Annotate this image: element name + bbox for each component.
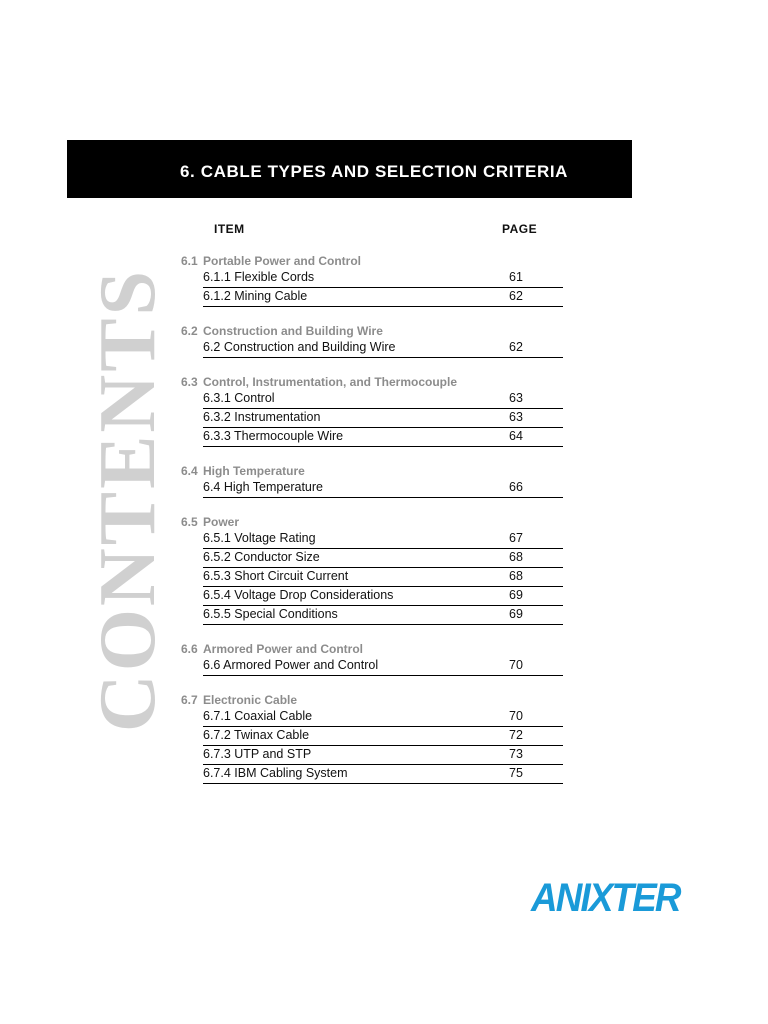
entry-label: 6.7.3 UTP and STP xyxy=(203,747,312,761)
entry-label: 6.5.1 Voltage Rating xyxy=(203,531,316,545)
section-number: 6.3 xyxy=(181,375,198,389)
entry-label: 6.6 Armored Power and Control xyxy=(203,658,379,672)
section-title xyxy=(181,323,563,339)
entry-label: 6.2 Construction and Building Wire xyxy=(203,340,396,354)
section-number: 6.2 xyxy=(181,324,198,338)
entry-page: 66 xyxy=(509,480,523,494)
toc-entry xyxy=(203,606,563,625)
contents-side-word: CONTENTS xyxy=(84,267,172,733)
section-number: 6.5 xyxy=(181,515,198,529)
section-number: 6.6 xyxy=(181,642,198,656)
entry-label: 6.7.4 IBM Cabling System xyxy=(203,766,348,780)
entry-page: 72 xyxy=(509,728,523,742)
section-title-text: Construction and Building Wire xyxy=(203,324,383,338)
toc-section xyxy=(181,463,563,498)
toc-entry xyxy=(203,765,563,784)
section-title xyxy=(181,374,563,390)
section-number: 6.4 xyxy=(181,464,198,478)
entry-label: 6.1.2 Mining Cable xyxy=(203,289,308,303)
entry-page: 63 xyxy=(509,391,523,405)
entry-label: 6.5.2 Conductor Size xyxy=(203,550,320,564)
section-title xyxy=(181,692,563,708)
toc-entry xyxy=(203,530,563,549)
entry-label: 6.3.1 Control xyxy=(203,391,275,405)
page-title: 6. CABLE TYPES AND SELECTION CRITERIA xyxy=(180,162,569,181)
toc-entry xyxy=(203,587,563,606)
section-title xyxy=(181,463,563,479)
entry-label: 6.5.3 Short Circuit Current xyxy=(203,569,349,583)
toc-entry xyxy=(203,568,563,587)
toc-entry xyxy=(203,479,563,498)
entry-label: 6.3.2 Instrumentation xyxy=(203,410,321,424)
toc-entry xyxy=(203,269,563,288)
entry-page: 61 xyxy=(509,270,523,284)
section-title-text: Armored Power and Control xyxy=(203,642,364,656)
section-title-text: Control, Instrumentation, and Thermocouple xyxy=(203,375,458,389)
toc-section xyxy=(181,323,563,358)
entry-page: 75 xyxy=(509,766,523,780)
toc-entry xyxy=(203,727,563,746)
section-title-text: Portable Power and Control xyxy=(203,254,362,268)
toc-section xyxy=(181,253,563,307)
section-title-text: High Temperature xyxy=(203,464,305,478)
entry-page: 62 xyxy=(509,340,523,354)
toc-entry xyxy=(203,746,563,765)
entry-page: 64 xyxy=(509,429,523,443)
entry-page: 69 xyxy=(509,607,523,621)
entry-page: 70 xyxy=(509,709,523,723)
entry-page: 63 xyxy=(509,410,523,424)
section-title xyxy=(181,641,563,657)
entry-label: 6.5.5 Special Conditions xyxy=(203,607,338,621)
entry-page: 62 xyxy=(509,289,523,303)
entry-page: 70 xyxy=(509,658,523,672)
entry-label: 6.5.4 Voltage Drop Considerations xyxy=(203,588,394,602)
toc-entry xyxy=(203,409,563,428)
section-title-text: Power xyxy=(203,515,240,529)
section-number: 6.7 xyxy=(181,693,198,707)
toc-entry xyxy=(203,657,563,676)
entry-page: 68 xyxy=(509,569,523,583)
column-header-page: PAGE xyxy=(502,222,538,236)
toc-entry xyxy=(203,428,563,447)
toc-section xyxy=(181,641,563,676)
section-title xyxy=(181,514,563,530)
toc-entry xyxy=(203,339,563,358)
section-title-text: Electronic Cable xyxy=(203,693,298,707)
entry-label: 6.3.3 Thermocouple Wire xyxy=(203,429,344,443)
table-of-contents xyxy=(181,253,563,800)
entry-label: 6.7.1 Coaxial Cable xyxy=(203,709,313,723)
toc-entry xyxy=(203,390,563,409)
entry-page: 73 xyxy=(509,747,523,761)
toc-section xyxy=(181,374,563,447)
entry-page: 69 xyxy=(509,588,523,602)
toc-section xyxy=(181,692,563,784)
entry-page: 68 xyxy=(509,550,523,564)
toc-entry xyxy=(203,549,563,568)
section-title xyxy=(181,253,563,269)
entry-label: 6.4 High Temperature xyxy=(203,480,323,494)
entry-label: 6.7.2 Twinax Cable xyxy=(203,728,310,742)
toc-entry xyxy=(203,288,563,307)
toc-entry xyxy=(203,708,563,727)
section-number: 6.1 xyxy=(181,254,198,268)
anixter-logo: ANIXTER xyxy=(531,876,680,920)
entry-page: 67 xyxy=(509,531,523,545)
column-header-item: ITEM xyxy=(214,222,245,236)
entry-label: 6.1.1 Flexible Cords xyxy=(203,270,315,284)
toc-section xyxy=(181,514,563,625)
